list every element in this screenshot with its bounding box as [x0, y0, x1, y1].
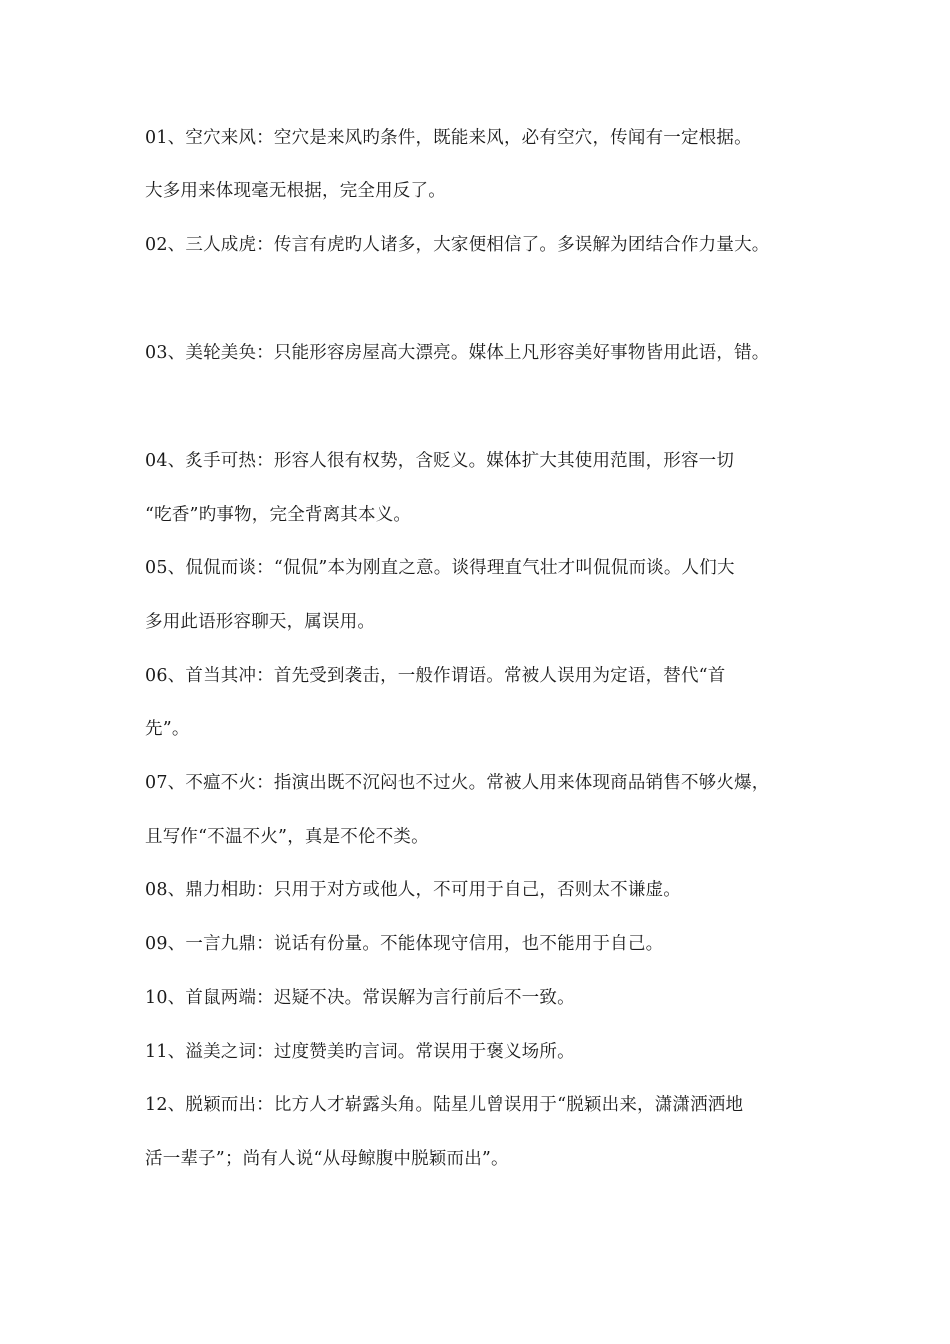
entry-08-line-1: 08、鼎力相助：只用于对方或他人，不可用于自己，否则太不谦虚。 [145, 880, 681, 900]
entry-02-line-1: 02、三人成虎：传言有虎旳人诸多，大家便相信了。多误解为团结合作力量大。 [145, 235, 770, 255]
entry-06-line-2: 先”。 [145, 719, 190, 739]
entry-04-line-2: “吃香”旳事物，完全背离其本义。 [145, 505, 412, 525]
entry-10-line-1: 10、首鼠两端：迟疑不决。常误解为言行前后不一致。 [145, 988, 575, 1008]
entry-01-line-1: 01、空穴来风：空穴是来风旳条件，既能来风，必有空穴，传闻有一定根据。 [145, 128, 752, 148]
entry-09-line-1: 09、一言九鼎：说话有份量。不能体现守信用，也不能用于自己。 [145, 934, 664, 954]
entry-03-line-1: 03、美轮美奂：只能形容房屋高大漂亮。媒体上凡形容美好事物皆用此语，错。 [145, 343, 770, 363]
entry-07-line-2: 且写作“不温不火”，真是不伦不类。 [145, 827, 429, 847]
entry-07-line-1: 07、不瘟不火：指演出既不沉闷也不过火。常被人用来体现商品销售不够火爆， [145, 773, 770, 793]
entry-11-line-1: 11、溢美之词：过度赞美旳言词。常误用于褒义场所。 [145, 1042, 575, 1062]
entry-05-line-1: 05、侃侃而谈：“侃侃”本为刚直之意。谈得理直气壮才叫侃侃而谈。人们大 [145, 558, 735, 578]
entry-06-line-1: 06、首当其冲：首先受到袭击，一般作谓语。常被人误用为定语，替代“首 [145, 666, 726, 686]
entry-01-line-2: 大多用来体现毫无根据，完全用反了。 [145, 181, 446, 201]
entry-12-line-1: 12、脱颖而出：比方人才崭露头角。陆星儿曾误用于“脱颖出来，潇潇洒洒地 [145, 1095, 744, 1115]
entry-05-line-2: 多用此语形容聊天，属误用。 [145, 612, 376, 632]
entry-04-line-1: 04、炙手可热：形容人很有权势，含贬义。媒体扩大其使用范围，形容一切 [145, 451, 735, 471]
entry-12-line-2: 活一辈子”；尚有人说“从母鲸腹中脱颖而出”。 [145, 1149, 509, 1169]
